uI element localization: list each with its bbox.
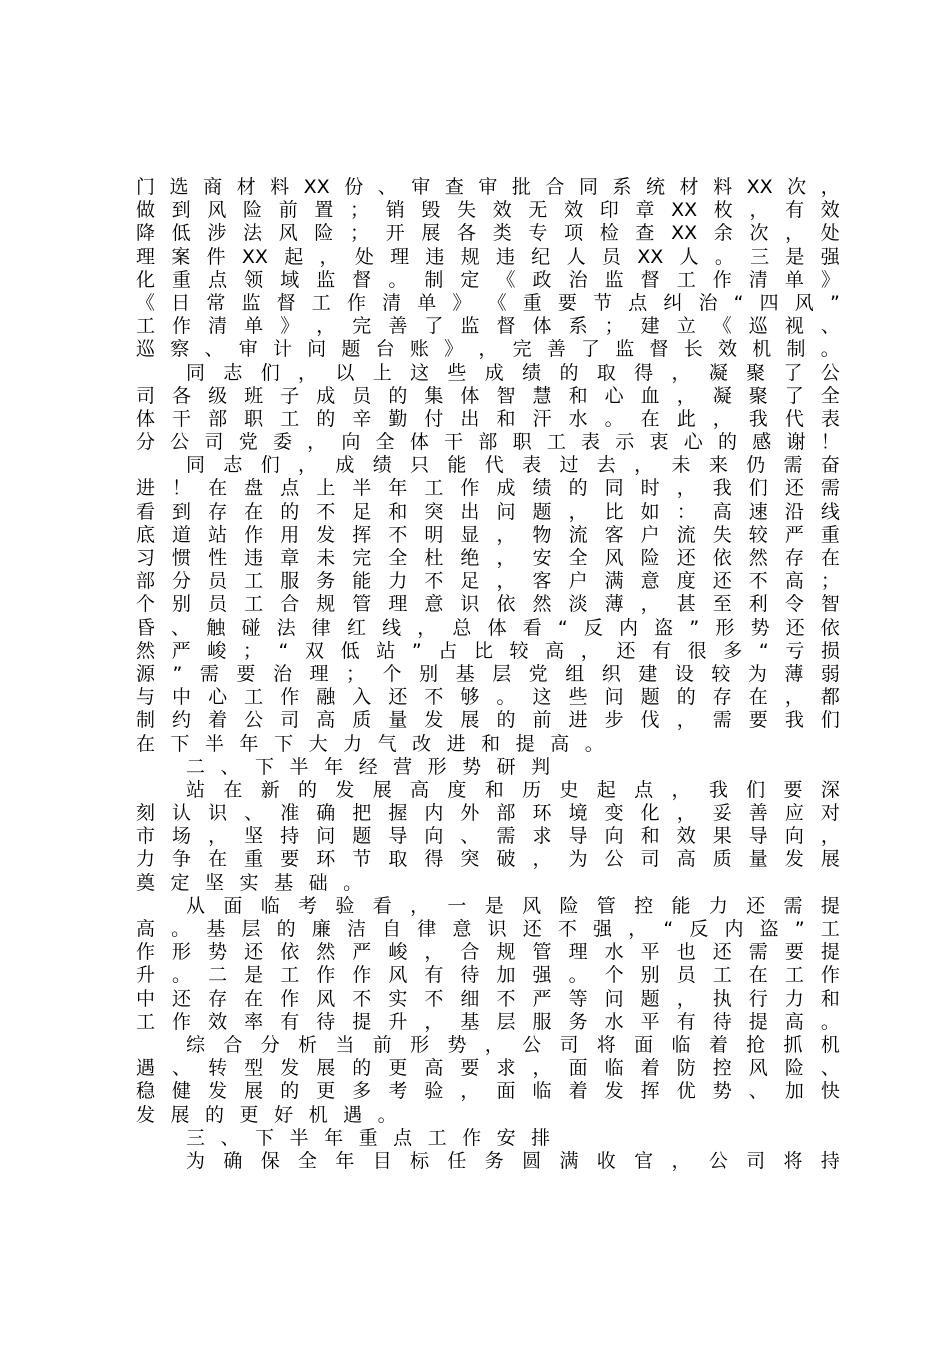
text-line: 奠 定 坚 实 基 础 。 (136, 871, 363, 894)
text-line: 为 确 保 全 年 目 标 任 务 圆 满 收 官 ， 公 司 将 持 (186, 1149, 840, 1172)
text-line: 工 作 效 率 有 待 提 升 ， 基 层 服 务 水 平 有 待 提 高 。 (136, 1010, 840, 1033)
text-line: 稳 健 发 展 的 更 多 考 验 ， 面 临 着 发 挥 优 势 、 加 快 (136, 1080, 840, 1103)
text-line: 中 还 存 在 作 风 不 实 不 细 不 严 等 问 题 ， 执 行 力 和 (136, 987, 840, 1010)
text-line: 体 干 部 职 工 的 辛 勤 付 出 和 汗 水 。 在 此 ， 我 代 表 (136, 407, 840, 430)
text-line: 门 选 商 材 料 XX 份 、 审 查 审 批 合 同 系 统 材 料 XX 次 ， (136, 176, 840, 198)
text-line: 分 公 司 党 委 ， 向 全 体 干 部 职 工 表 示 衷 心 的 感 谢 ！ (136, 431, 840, 454)
text-line: 二 、 下 半 年 经 营 形 势 研 判 (186, 755, 551, 778)
text-line: 升 。 二 是 工 作 作 风 有 待 加 强 。 个 别 员 工 在 工 作 (136, 964, 840, 987)
text-line: 部 分 员 工 服 务 能 力 不 足 ， 客 户 满 意 度 还 不 高 ； (136, 570, 840, 593)
text-line: 司 各 级 班 子 成 员 的 集 体 智 慧 和 心 血 ， 凝 聚 了 全 (136, 384, 840, 407)
text-line: 底 道 站 作 用 发 挥 不 明 显 ， 物 流 客 户 流 失 较 严 重 (136, 523, 840, 546)
text-line: 然 严 峻 ； “ 双 低 站 ” 占 比 较 高 ， 还 有 很 多 “ 亏 损 (136, 639, 840, 662)
text-line: 遇 、 转 型 发 展 的 更 高 要 求 ， 面 临 着 防 控 风 险 、 (136, 1057, 840, 1080)
body-text (136, 176, 840, 1173)
text-line: 在 下 半 年 下 大 力 气 改 进 和 提 高 。 (136, 732, 604, 755)
text-line: 作 形 势 还 依 然 严 峻 ， 合 规 管 理 水 平 也 还 需 要 提 (136, 941, 840, 964)
text-line: 化 重 点 领 域 监 督 。 制 定 《 政 治 监 督 工 作 清 单 》 (136, 268, 840, 291)
text-line: 高 。 基 层 的 廉 洁 自 律 意 识 还 不 强 ， “ 反 内 盗 ” 工 (136, 918, 840, 940)
text-line: 昏 、 触 碰 法 律 红 线 ， 总 体 看 “ 反 内 盗 ” 形 势 还 依 (136, 616, 840, 639)
text-line: 与 中 心 工 作 融 入 还 不 够 。 这 些 问 题 的 存 在 ， 都 (136, 686, 840, 709)
text-line: 力 争 在 重 要 环 节 取 得 突 破 ， 为 公 司 高 质 量 发 展 (136, 848, 840, 871)
text-line: 看 到 存 在 的 不 足 和 突 出 问 题 ， 比 如 ： 高 速 沿 线 (136, 500, 840, 523)
text-line: 市 场 ， 坚 持 问 题 导 向 、 需 求 导 向 和 效 果 导 向 ， (136, 825, 840, 848)
text-line: 《 日 常 监 督 工 作 清 单 》 《 重 要 节 点 纠 治 “ 四 风 ” (136, 291, 840, 314)
text-line: 理 案 件 XX 起 ， 处 理 违 规 违 纪 人 员 XX 人 。 三 是 强 (136, 245, 840, 268)
text-line: 制 约 着 公 司 高 质 量 发 展 的 前 进 步 伐 ， 需 要 我 们 (136, 709, 840, 732)
text-line: 发 展 的 更 好 机 遇 。 (136, 1103, 397, 1126)
text-line: 做 到 风 险 前 置 ； 销 毁 失 效 无 效 印 章 XX 枚 ， 有 效 (136, 199, 840, 222)
text-line: 同 志 们 ， 成 绩 只 能 代 表 过 去 ， 未 来 仍 需 奋 (186, 454, 840, 477)
text-line: 从 面 临 考 验 看 ， 一 是 风 险 管 控 能 力 还 需 提 (186, 894, 840, 917)
text-line: 综 合 分 析 当 前 形 势 ， 公 司 将 面 临 着 抢 抓 机 (186, 1033, 840, 1056)
text-line: 刻 认 识 、 准 确 把 握 内 外 部 环 境 变 化 ， 妥 善 应 对 (136, 802, 840, 825)
text-line: 巡 察 、 审 计 问 题 台 账 》 ， 完 善 了 监 督 长 效 机 制 。 (136, 338, 840, 361)
text-line: 源 ” 需 要 治 理 ； 个 别 基 层 党 组 织 建 设 较 为 薄 弱 (136, 662, 840, 685)
text-line: 三 、 下 半 年 重 点 工 作 安 排 (186, 1126, 551, 1149)
text-line: 站 在 新 的 发 展 高 度 和 历 史 起 点 ， 我 们 要 深 (186, 778, 840, 801)
text-line: 工 作 清 单 》 ， 完 善 了 监 督 体 系 ； 建 立 《 巡 视 、 (136, 315, 840, 338)
text-line: 降 低 涉 法 风 险 ； 开 展 各 类 专 项 检 查 XX 余 次 ， 处 (136, 222, 840, 245)
text-line: 进 ！ 在 盘 点 上 半 年 工 作 成 绩 的 同 时 ， 我 们 还 需 (136, 477, 840, 500)
text-line: 习 惯 性 违 章 未 完 全 杜 绝 ， 安 全 风 险 还 依 然 存 在 (136, 547, 840, 569)
text-line: 同 志 们 ， 以 上 这 些 成 绩 的 取 得 ， 凝 聚 了 公 (186, 361, 840, 384)
text-line: 个 别 员 工 合 规 管 理 意 识 依 然 淡 薄 ， 甚 至 利 令 智 (136, 593, 840, 616)
